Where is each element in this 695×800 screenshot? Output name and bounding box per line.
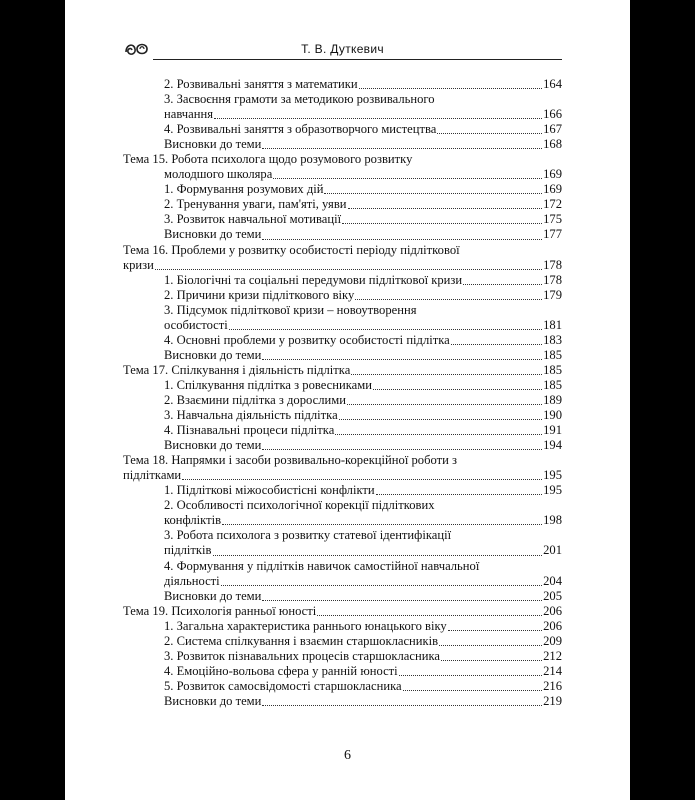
toc-subentry bbox=[123, 348, 562, 363]
dot-leader bbox=[348, 208, 543, 209]
toc-page-number: 166 bbox=[543, 107, 562, 122]
toc-subentry bbox=[123, 498, 562, 528]
toc-entry-title-continued: конфліктів bbox=[164, 513, 222, 528]
toc-entry-title: 3. Навчальна діяльність підлітка bbox=[164, 408, 338, 423]
book-page bbox=[65, 0, 630, 800]
toc-subentry bbox=[123, 333, 562, 348]
toc-entry-title: 2. Особливості психологічної корекції підліткових bbox=[164, 498, 435, 513]
toc-page-number: 209 bbox=[543, 633, 562, 648]
toc-subentry bbox=[123, 679, 562, 694]
toc-subentry bbox=[123, 378, 562, 393]
toc-entry-title: 4. Пізнавальні процеси підлітка bbox=[164, 423, 335, 438]
dot-leader bbox=[213, 555, 543, 556]
toc-entry-title: 2. Взаємини підлітка з дорослими bbox=[164, 392, 346, 407]
toc-subentry bbox=[123, 438, 562, 453]
dot-leader bbox=[222, 524, 542, 525]
toc-page-number: 194 bbox=[543, 438, 562, 453]
toc-topic-entry bbox=[123, 243, 562, 273]
dot-leader bbox=[439, 645, 542, 646]
toc-page-number: 181 bbox=[543, 317, 562, 332]
toc-entry-title: 4. Формування у підлітків навичок самостійної навчальної bbox=[164, 558, 480, 573]
dot-leader bbox=[221, 585, 542, 586]
toc-subentry bbox=[123, 212, 562, 227]
dot-leader bbox=[182, 479, 542, 480]
toc-entry-title: 3. Засвоєння грамоти за методикою розвивального bbox=[164, 92, 435, 107]
dot-leader bbox=[262, 705, 542, 706]
running-title: Т. В. Дуткевич bbox=[301, 42, 384, 56]
toc-entry-title-continued: кризи bbox=[123, 257, 154, 272]
toc-entry-title: 2. Причини кризи підліткового віку bbox=[164, 287, 355, 302]
toc-page-number: 216 bbox=[543, 678, 562, 693]
toc-entry-title: 1. Підліткові міжособистісні конфлікти bbox=[164, 483, 375, 498]
toc-page-number: 175 bbox=[543, 212, 562, 227]
toc-entry-title: 3. Розвиток пізнавальних процесів старшокласника bbox=[164, 648, 440, 663]
toc-page-number: 201 bbox=[543, 543, 562, 558]
toc-subentry bbox=[123, 408, 562, 423]
dot-leader bbox=[262, 600, 542, 601]
dot-leader bbox=[342, 223, 542, 224]
dot-leader bbox=[155, 269, 542, 270]
toc-subentry bbox=[123, 122, 562, 137]
toc-subentry bbox=[123, 77, 562, 92]
dot-leader bbox=[262, 239, 542, 240]
toc-subentry bbox=[123, 227, 562, 242]
toc-entry-title: 4. Основні проблеми у розвитку особистості підлітка bbox=[164, 332, 450, 347]
dot-leader bbox=[403, 690, 543, 691]
toc-entry-title: Висновки до теми bbox=[164, 693, 262, 708]
toc-page-number: 168 bbox=[543, 137, 562, 152]
toc-page-number: 167 bbox=[543, 122, 562, 137]
toc-page-number: 177 bbox=[543, 227, 562, 242]
toc-subentry bbox=[123, 634, 562, 649]
toc-page-number: 219 bbox=[543, 693, 562, 708]
toc-entry-title: 5. Розвиток самосвідомості старшокласника bbox=[164, 678, 402, 693]
toc-page-number: 178 bbox=[543, 272, 562, 287]
dot-leader bbox=[359, 88, 542, 89]
toc-page-number: 189 bbox=[543, 392, 562, 407]
dot-leader bbox=[262, 148, 542, 149]
dot-leader bbox=[262, 359, 542, 360]
toc-subentry bbox=[123, 288, 562, 303]
toc-entry-title: Тема 15. Робота психолога щодо розумового розвитку bbox=[123, 152, 413, 167]
toc-topic-entry bbox=[123, 453, 562, 483]
dot-leader bbox=[214, 118, 542, 119]
toc-page-number: 206 bbox=[543, 603, 562, 618]
toc-page-number: 185 bbox=[543, 347, 562, 362]
toc-entry-title: Тема 17. Спілкування і діяльність підлітка bbox=[123, 362, 351, 377]
toc-topic-entry bbox=[123, 604, 562, 619]
toc-page-number: 206 bbox=[543, 618, 562, 633]
toc-topic-entry bbox=[123, 152, 562, 182]
toc-page-number: 164 bbox=[543, 77, 562, 91]
toc-subentry bbox=[123, 393, 562, 408]
toc-page-number: 183 bbox=[543, 332, 562, 347]
toc-entry-title-continued: молодшого школяра bbox=[164, 167, 273, 182]
toc-subentry bbox=[123, 589, 562, 604]
toc-page-number: 169 bbox=[543, 182, 562, 197]
toc-page-number: 198 bbox=[543, 513, 562, 528]
dot-leader bbox=[399, 675, 542, 676]
toc-page-number: 178 bbox=[543, 257, 562, 272]
toc-subentry bbox=[123, 137, 562, 152]
dot-leader bbox=[347, 404, 542, 405]
dot-leader bbox=[262, 449, 542, 450]
toc-page-number: 185 bbox=[543, 377, 562, 392]
toc-entry-title: 2. Тренування уваги, пам'яті, уяви bbox=[164, 197, 347, 212]
toc-entry-title: 4. Емоційно-вольова сфера у ранній юності bbox=[164, 663, 398, 678]
toc-page-number: 185 bbox=[543, 362, 562, 377]
toc-entry-title: Висновки до теми bbox=[164, 438, 262, 453]
toc-page-number: 214 bbox=[543, 663, 562, 678]
toc-entry-title: 3. Робота психолога з розвитку статевої ідентифікації bbox=[164, 528, 452, 543]
toc-subentry bbox=[123, 619, 562, 634]
header-rule bbox=[153, 59, 562, 60]
toc-entry-title-continued: підлітками bbox=[123, 468, 182, 483]
dot-leader bbox=[448, 630, 542, 631]
toc-entry-title: Тема 16. Проблеми у розвитку особистості періоду підліткової bbox=[123, 242, 460, 257]
toc-entry-title: Висновки до теми bbox=[164, 137, 262, 152]
toc-page-number: 212 bbox=[543, 648, 562, 663]
toc-entry-title: 1. Формування розумових дій bbox=[164, 182, 324, 197]
toc-subentry bbox=[123, 92, 562, 122]
dot-leader bbox=[441, 660, 542, 661]
table-of-contents bbox=[123, 77, 562, 709]
toc-entry-title: 2. Система спілкування і взаємин старшокласників bbox=[164, 633, 439, 648]
toc-page-number: 195 bbox=[543, 468, 562, 483]
toc-subentry bbox=[123, 273, 562, 288]
toc-entry-title: 4. Розвивальні заняття з образотворчого мистецтва bbox=[164, 122, 437, 137]
toc-entry-title: Висновки до теми bbox=[164, 227, 262, 242]
toc-entry-title-continued: навчання bbox=[164, 107, 213, 122]
toc-page-number: 204 bbox=[543, 573, 562, 588]
dot-leader bbox=[273, 178, 542, 179]
dot-leader bbox=[324, 193, 542, 194]
toc-subentry bbox=[123, 423, 562, 438]
toc-subentry bbox=[123, 182, 562, 197]
toc-page-number: 179 bbox=[543, 287, 562, 302]
toc-entry-title-continued: особистості bbox=[164, 317, 228, 332]
dot-leader bbox=[351, 374, 542, 375]
page-number: 6 bbox=[344, 748, 351, 763]
toc-page-number: 205 bbox=[543, 588, 562, 603]
toc-page-number: 172 bbox=[543, 197, 562, 212]
toc-entry-title: 2. Розвивальні заняття з математики bbox=[164, 77, 358, 91]
dot-leader bbox=[335, 434, 542, 435]
dot-leader bbox=[229, 329, 542, 330]
toc-entry-title: Висновки до теми bbox=[164, 347, 262, 362]
toc-entry-title: 1. Спілкування підлітка з ровесниками bbox=[164, 377, 372, 392]
toc-subentry bbox=[123, 303, 562, 333]
dot-leader bbox=[376, 494, 542, 495]
toc-entry-title-continued: діяльності bbox=[164, 573, 220, 588]
toc-subentry bbox=[123, 694, 562, 709]
toc-subentry bbox=[123, 528, 562, 558]
toc-entry-title: 1. Біологічні та соціальні передумови підліткової кризи bbox=[164, 272, 463, 287]
toc-entry-title: 3. Розвиток навчальної мотивації bbox=[164, 212, 342, 227]
toc-entry-title: Тема 18. Напрямки і засоби розвивально-корекційної роботи з bbox=[123, 453, 457, 468]
toc-subentry bbox=[123, 664, 562, 679]
toc-entry-title-continued: підлітків bbox=[164, 543, 212, 558]
toc-page-number: 169 bbox=[543, 167, 562, 182]
toc-entry-title: 3. Підсумок підліткової кризи – новоутворення bbox=[164, 302, 417, 317]
dot-leader bbox=[339, 419, 542, 420]
toc-subentry bbox=[123, 483, 562, 498]
dot-leader bbox=[373, 389, 542, 390]
dot-leader bbox=[355, 299, 542, 300]
toc-entry-title: Висновки до теми bbox=[164, 588, 262, 603]
toc-entry-title: Тема 19. Психологія ранньої юності bbox=[123, 603, 317, 618]
toc-page-number: 190 bbox=[543, 408, 562, 423]
toc-entry-title: 1. Загальна характеристика раннього юнацького віку bbox=[164, 618, 447, 633]
toc-page-number: 195 bbox=[543, 483, 562, 498]
dot-leader bbox=[437, 133, 542, 134]
toc-subentry bbox=[123, 559, 562, 589]
dot-leader bbox=[317, 615, 542, 616]
running-header bbox=[123, 42, 562, 60]
dot-leader bbox=[451, 344, 542, 345]
toc-subentry bbox=[123, 197, 562, 212]
dot-leader bbox=[463, 284, 542, 285]
toc-page-number: 191 bbox=[543, 423, 562, 438]
toc-subentry bbox=[123, 649, 562, 664]
toc-topic-entry bbox=[123, 363, 562, 378]
